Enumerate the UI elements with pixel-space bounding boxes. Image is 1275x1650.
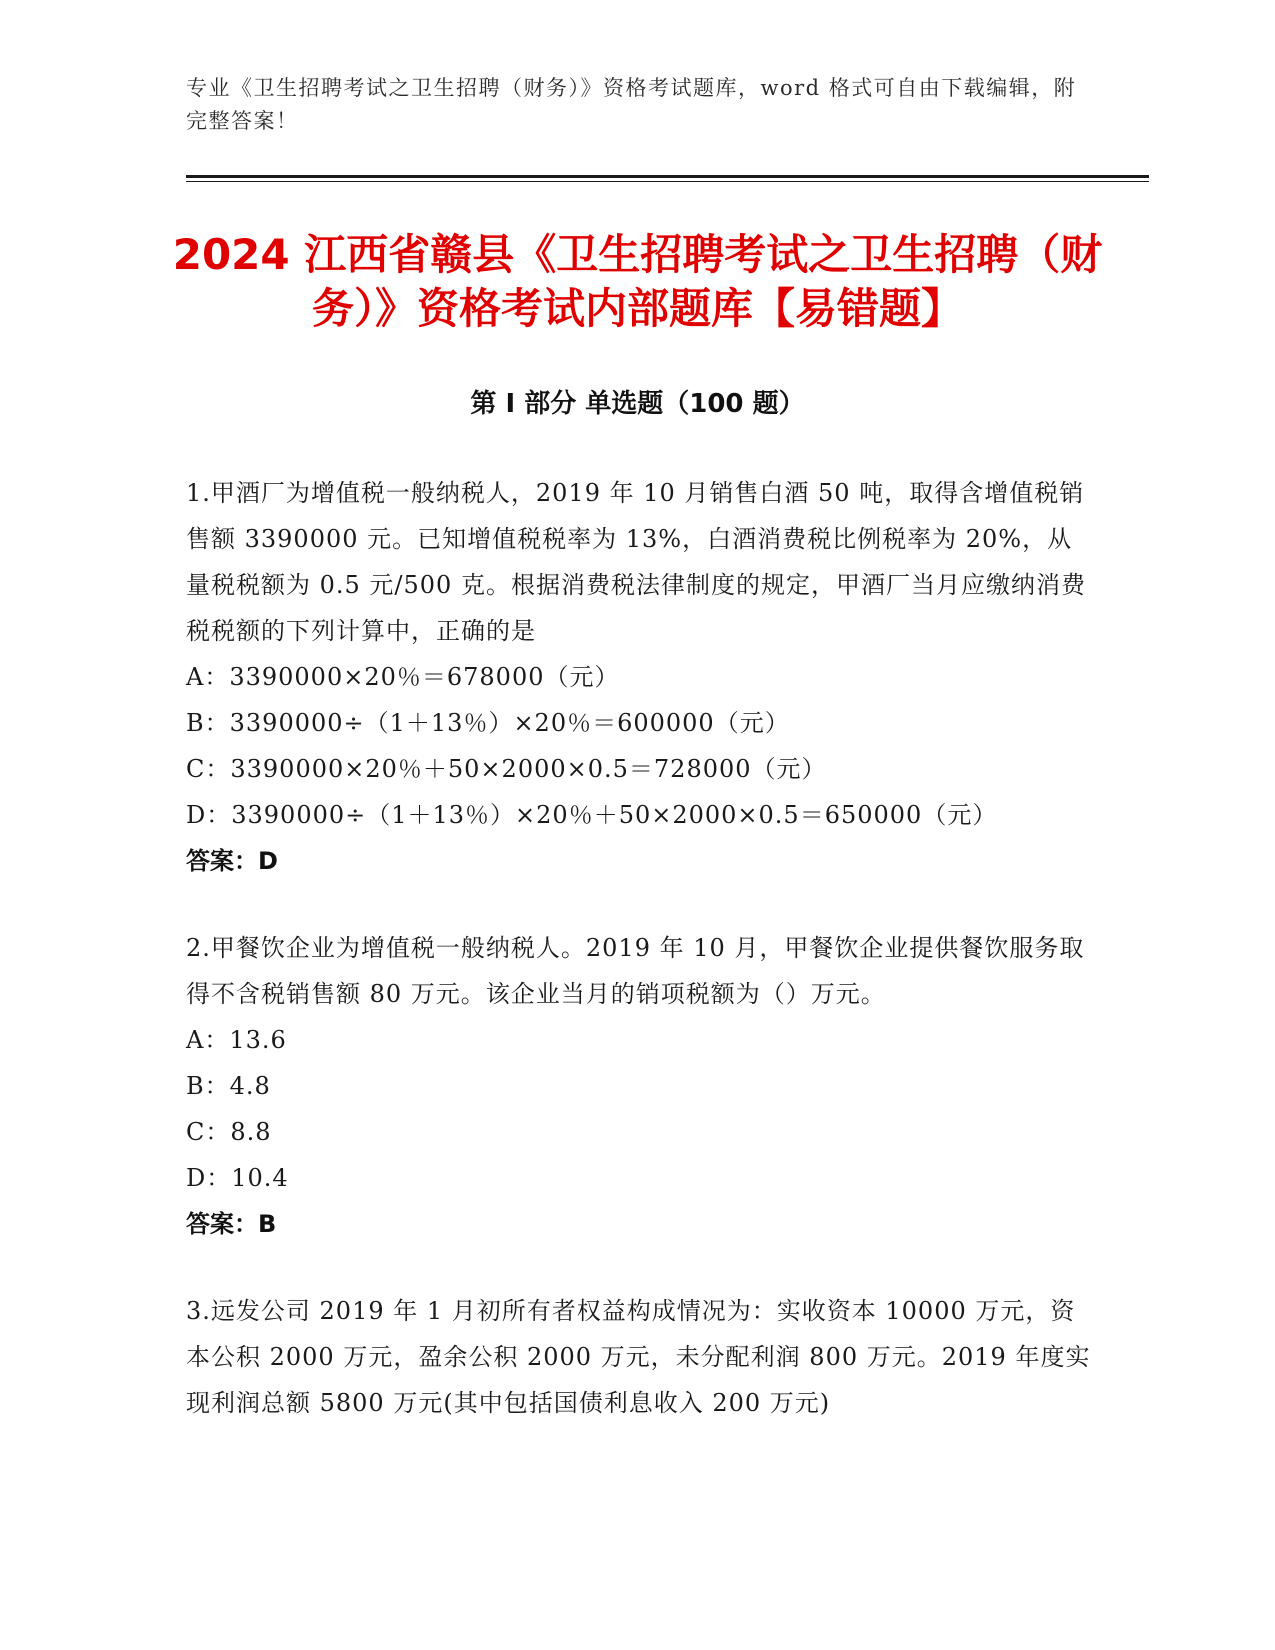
option-d: D：10.4 (186, 1164, 289, 1192)
option-c: C：8.8 (186, 1118, 272, 1146)
question-3 (186, 1288, 1091, 1426)
question-1 (186, 470, 1091, 884)
option-d: D：3390000÷（1＋13％）×20％＋50×2000×0.5＝650000（元） (186, 801, 998, 829)
answer-line: 答案：D (186, 847, 278, 875)
answer-line: 答案：B (186, 1210, 277, 1238)
option-a: A：3390000×20％＝678000（元） (186, 663, 620, 691)
header-divider-thin (186, 181, 1149, 182)
option-b: B：3390000÷（1＋13％）×20％＝600000（元） (186, 709, 790, 737)
question-list (186, 470, 1091, 1467)
question-text: 3.远发公司 2019 年 1 月初所有者权益构成情况为：实收资本 10000 万元，资本公积 2000 万元，盈余公积 2000 万元，未分配利润 800 万元。2019 年度实现利润总额 5800 万元(其中包括国债利息收入 200 万元) (186, 1297, 1091, 1417)
question-2 (186, 925, 1091, 1247)
question-text: 1.甲酒厂为增值税一般纳税人，2019 年 10 月销售白酒 50 吨，取得含增值税销售额 3390000 元。已知增值税税率为 13%，白酒消费税比例税率为 20%，从量税税额为 0.5 元/500 克。根据消费税法律制度的规定，甲酒厂当月应缴纳消费税税额的下列计算中，正确的是 (186, 479, 1086, 645)
option-a: A：13.6 (186, 1026, 287, 1054)
header-divider-thick (186, 175, 1149, 178)
header-note: 专业《卫生招聘考试之卫生招聘（财务）》资格考试题库，word 格式可自由下载编辑，附完整答案！ (186, 76, 1077, 133)
option-b: B：4.8 (186, 1072, 271, 1100)
question-text: 2.甲餐饮企业为增值税一般纳税人。2019 年 10 月，甲餐饮企业提供餐饮服务取得不含税销售额 80 万元。该企业当月的销项税额为（）万元。 (186, 934, 1085, 1008)
option-c: C：3390000×20％＋50×2000×0.5＝728000（元） (186, 755, 827, 783)
document-title: 2024 江西省赣县《卫生招聘考试之卫生招聘（财务）》资格考试内部题库【易错题】 (172, 230, 1103, 333)
section-heading: 第 I 部分 单选题（100 题） (470, 389, 805, 419)
